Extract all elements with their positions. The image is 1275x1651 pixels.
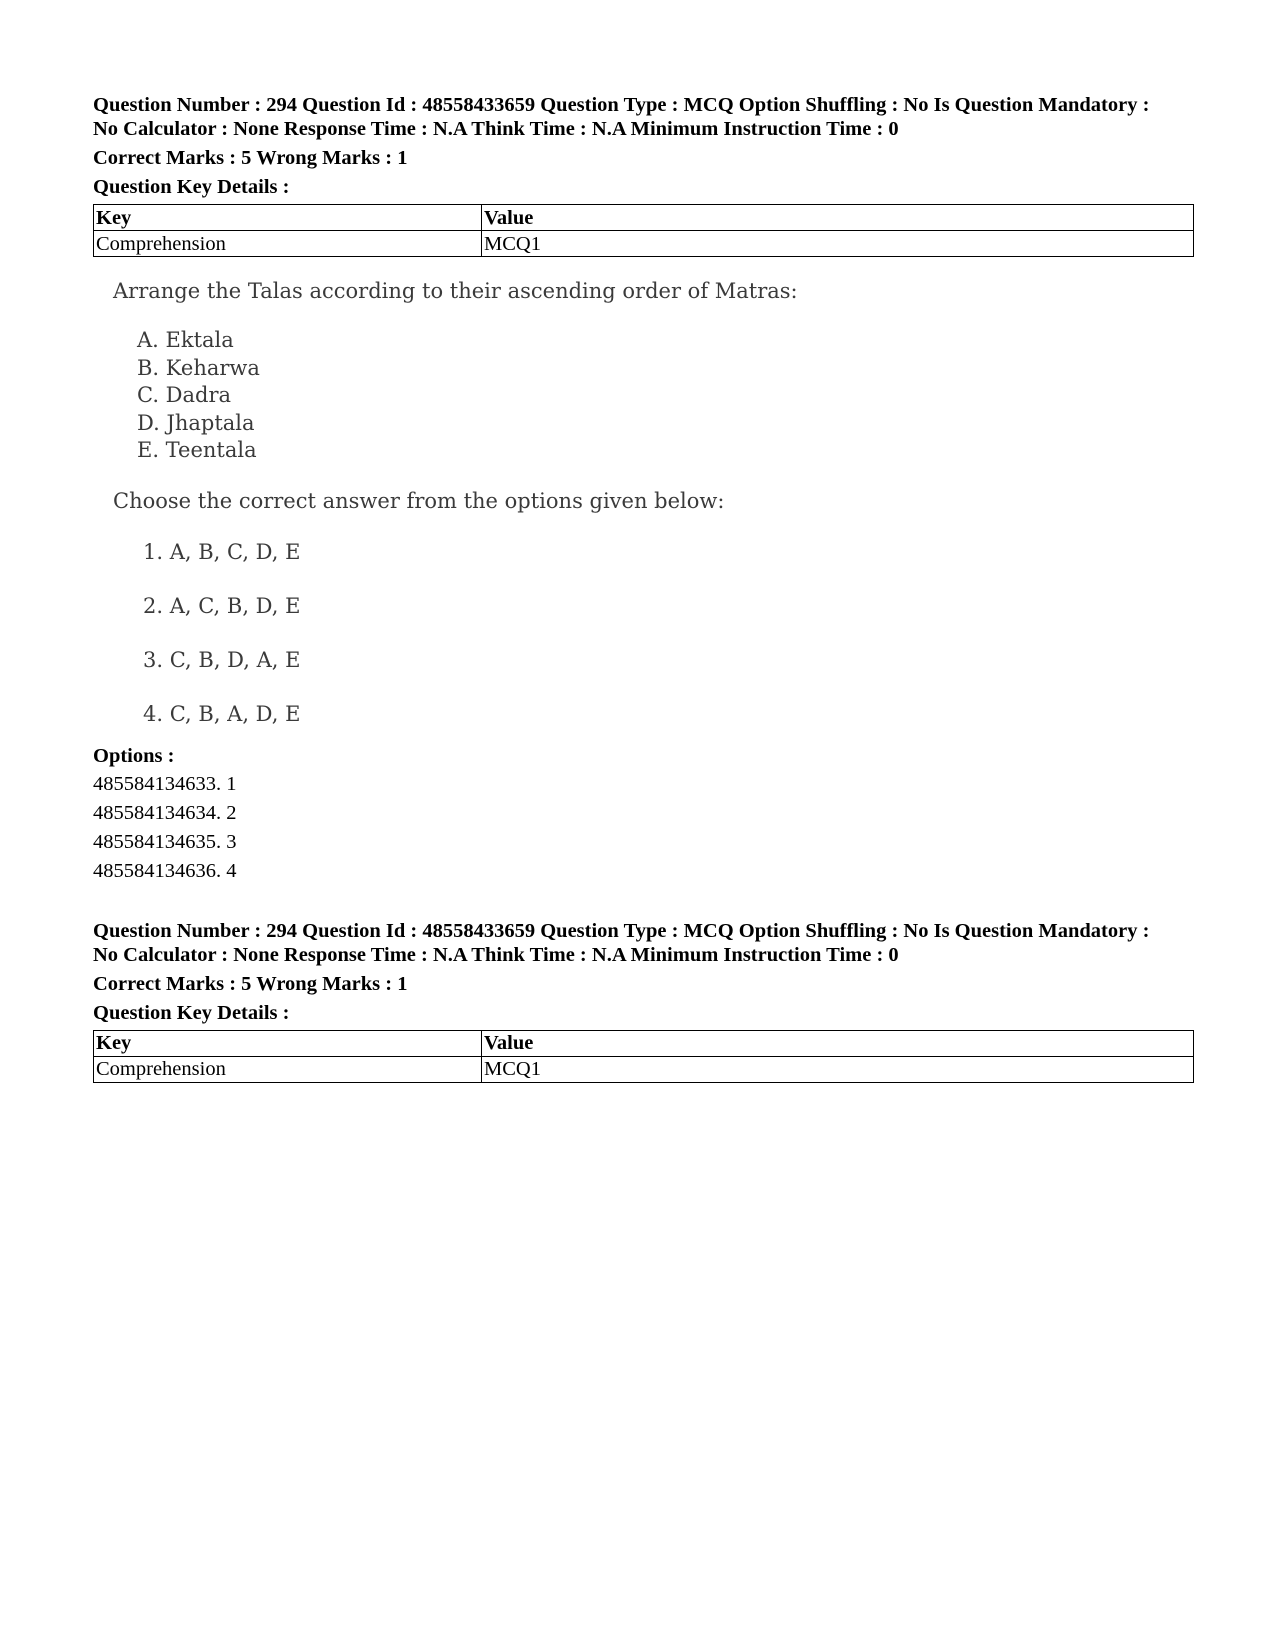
answer-choice: 1. A, B, C, D, E	[143, 539, 301, 564]
question-block-2	[93, 919, 1193, 1083]
answer-choice: 4. C, B, A, D, E	[143, 701, 301, 726]
table-row	[94, 1056, 1194, 1082]
option-item: 485584134633. 1	[93, 772, 237, 795]
answer-choices	[143, 539, 1193, 728]
marks-line: Correct Marks : 5 Wrong Marks : 1	[93, 972, 408, 995]
document-page	[93, 93, 1193, 1083]
answer-choice: 2. A, C, B, D, E	[143, 593, 301, 618]
options-list	[93, 770, 1193, 886]
table-row	[94, 231, 1194, 257]
question-header-line-1: Question Number : 294 Question Id : 48558433659 Question Type : MCQ Option Shuffling : No Is Question Mandatory :	[93, 919, 1150, 942]
list-item: C. Dadra	[137, 383, 232, 407]
list-item: D. Jhaptala	[137, 410, 255, 435]
key-details-label: Question Key Details :	[93, 176, 290, 198]
question-header-line-2: No Calculator : None Response Time : N.A Think Time : N.A Minimum Instruction Time : 0	[93, 943, 899, 966]
list-item: A. Ektala	[137, 328, 234, 352]
answer-choice: 3. C, B, D, A, E	[143, 647, 301, 672]
table-header-value: Value	[482, 1030, 1194, 1056]
key-details-table	[93, 1030, 1194, 1083]
table-cell-value: MCQ1	[482, 1056, 1194, 1082]
key-details-table	[93, 204, 1194, 257]
question-header-line-1: Question Number : 294 Question Id : 48558433659 Question Type : MCQ Option Shuffling : No Is Question Mandatory :	[93, 94, 1150, 116]
list-item: E. Teentala	[137, 438, 257, 462]
table-cell-key: Comprehension	[94, 1056, 482, 1082]
table-header-row	[94, 205, 1194, 231]
table-cell-value: MCQ1	[482, 231, 1194, 257]
tala-list	[137, 327, 1193, 465]
option-item: 485584134635. 3	[93, 830, 237, 853]
marks-line: Correct Marks : 5 Wrong Marks : 1	[93, 147, 408, 169]
table-header-key: Key	[94, 1030, 482, 1056]
table-header-value: Value	[482, 205, 1194, 231]
table-header-key: Key	[94, 205, 482, 231]
table-header-row	[94, 1030, 1194, 1056]
choose-instruction: Choose the correct answer from the options given below:	[113, 488, 725, 513]
options-section	[93, 743, 1193, 886]
table-cell-key: Comprehension	[94, 231, 482, 257]
option-item: 485584134636. 4	[93, 859, 237, 882]
question-header-line-2: No Calculator : None Response Time : N.A Think Time : N.A Minimum Instruction Time : 0	[93, 118, 899, 140]
list-item: B. Keharwa	[137, 355, 260, 380]
options-label: Options :	[93, 744, 175, 767]
key-details-label: Question Key Details :	[93, 1001, 290, 1024]
question-block-1	[93, 93, 1193, 257]
question-stem: Arrange the Talas according to their ascending order of Matras:	[113, 279, 798, 303]
question-image	[113, 277, 1193, 728]
option-item: 485584134634. 2	[93, 801, 237, 824]
